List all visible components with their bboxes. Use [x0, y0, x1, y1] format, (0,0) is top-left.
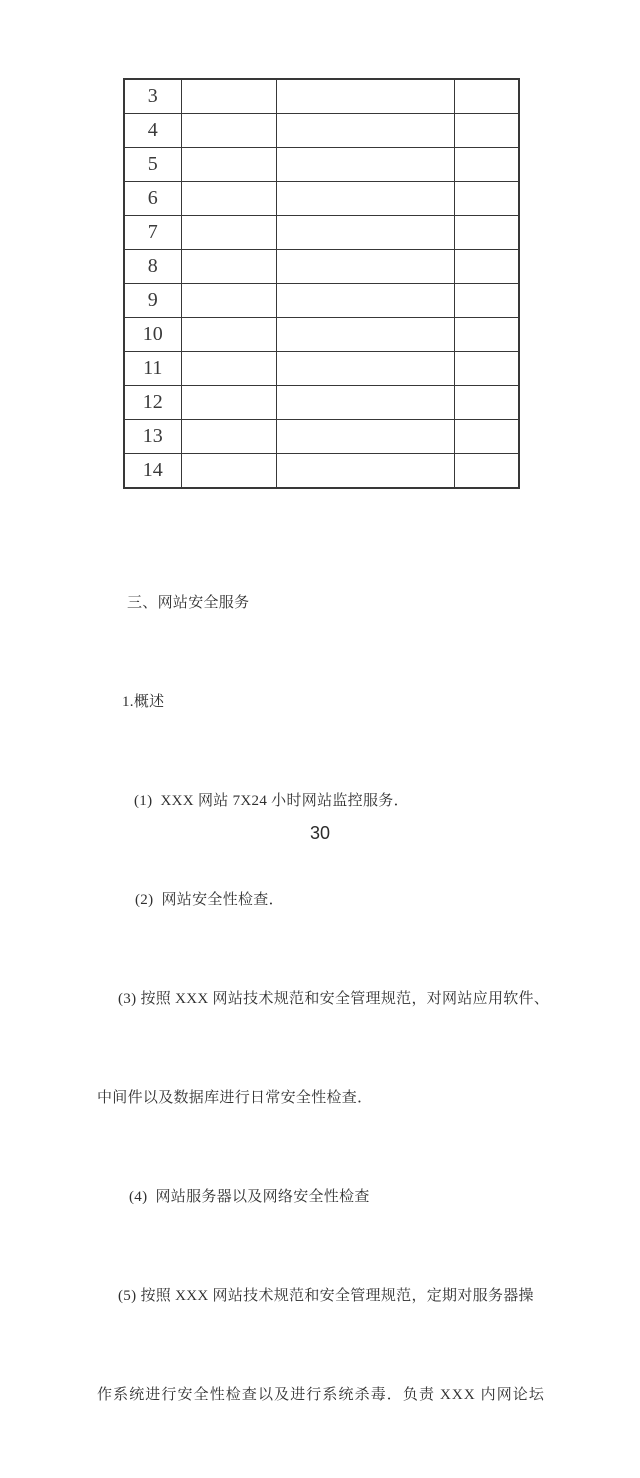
table-row: [124, 318, 519, 352]
empty-cell: [181, 250, 276, 284]
numbered-table: [123, 78, 520, 489]
table-row: [124, 386, 519, 420]
row-number-cell: 11: [124, 352, 181, 386]
empty-cell: [276, 182, 454, 216]
empty-cell: [181, 216, 276, 250]
empty-cell: [454, 250, 519, 284]
list-item-5: (5) 按照 XXX 网站技术规范和安全管理规范，定期对服务器操: [118, 1288, 534, 1304]
table-body: [124, 79, 519, 488]
list-item-4: (4) 网站服务器以及网络安全性检查: [129, 1189, 370, 1205]
table-row: [124, 216, 519, 250]
row-number-cell: 12: [124, 386, 181, 420]
empty-cell: [181, 386, 276, 420]
empty-cell: [276, 284, 454, 318]
empty-cell: [454, 352, 519, 386]
empty-cell: [181, 454, 276, 489]
page-number: 30: [309, 823, 331, 843]
list-item-2: (2) 网站安全性检查．: [135, 892, 284, 908]
empty-cell: [454, 284, 519, 318]
empty-cell: [181, 79, 276, 114]
list-item-3: (3) 按照 XXX 网站技术规范和安全管理规范，对网站应用软件、: [118, 991, 550, 1007]
row-number-cell: 14: [124, 454, 181, 489]
row-number-cell: 6: [124, 182, 181, 216]
section-heading: 三、网站安全服务: [127, 595, 250, 611]
empty-cell: [454, 454, 519, 489]
empty-cell: [454, 114, 519, 148]
empty-cell: [454, 148, 519, 182]
empty-cell: [181, 114, 276, 148]
empty-cell: [276, 250, 454, 284]
empty-cell: [276, 454, 454, 489]
row-number-cell: 4: [124, 114, 181, 148]
row-number-cell: 5: [124, 148, 181, 182]
table-row: [124, 284, 519, 318]
empty-cell: [454, 386, 519, 420]
empty-cell: [454, 216, 519, 250]
empty-cell: [276, 148, 454, 182]
row-number-cell: 13: [124, 420, 181, 454]
empty-cell: [276, 79, 454, 114]
table-row: [124, 148, 519, 182]
empty-cell: [181, 148, 276, 182]
table-row: [124, 182, 519, 216]
empty-cell: [181, 420, 276, 454]
row-number-cell: 8: [124, 250, 181, 284]
empty-cell: [181, 182, 276, 216]
row-number-cell: 10: [124, 318, 181, 352]
empty-cell: [454, 420, 519, 454]
empty-cell: [181, 284, 276, 318]
empty-cell: [454, 318, 519, 352]
table-row: [124, 454, 519, 489]
list-item-3-wrap: 中间件以及数据库进行日常安全性检查．: [97, 1090, 373, 1106]
body-text: [97, 521, 553, 1478]
table-row: [124, 352, 519, 386]
list-item-5-wrap: 作系统进行安全性检查以及进行系统杀毒．负责 XXX 内网论坛: [97, 1387, 545, 1403]
row-number-cell: 7: [124, 216, 181, 250]
empty-cell: [276, 352, 454, 386]
table-row: [124, 114, 519, 148]
empty-cell: [276, 420, 454, 454]
table-row: [124, 250, 519, 284]
empty-cell: [181, 318, 276, 352]
empty-cell: [454, 182, 519, 216]
empty-cell: [276, 216, 454, 250]
empty-cell: [276, 114, 454, 148]
table-row: [124, 420, 519, 454]
empty-cell: [181, 352, 276, 386]
row-number-cell: 3: [124, 79, 181, 114]
empty-cell: [276, 318, 454, 352]
list-item-1: (1) XXX 网站 7X24 小时网站监控服务．: [134, 793, 409, 809]
subsection-heading: 1.概述: [122, 694, 165, 710]
empty-cell: [276, 386, 454, 420]
table-row: [124, 79, 519, 114]
empty-cell: [454, 79, 519, 114]
row-number-cell: 9: [124, 284, 181, 318]
